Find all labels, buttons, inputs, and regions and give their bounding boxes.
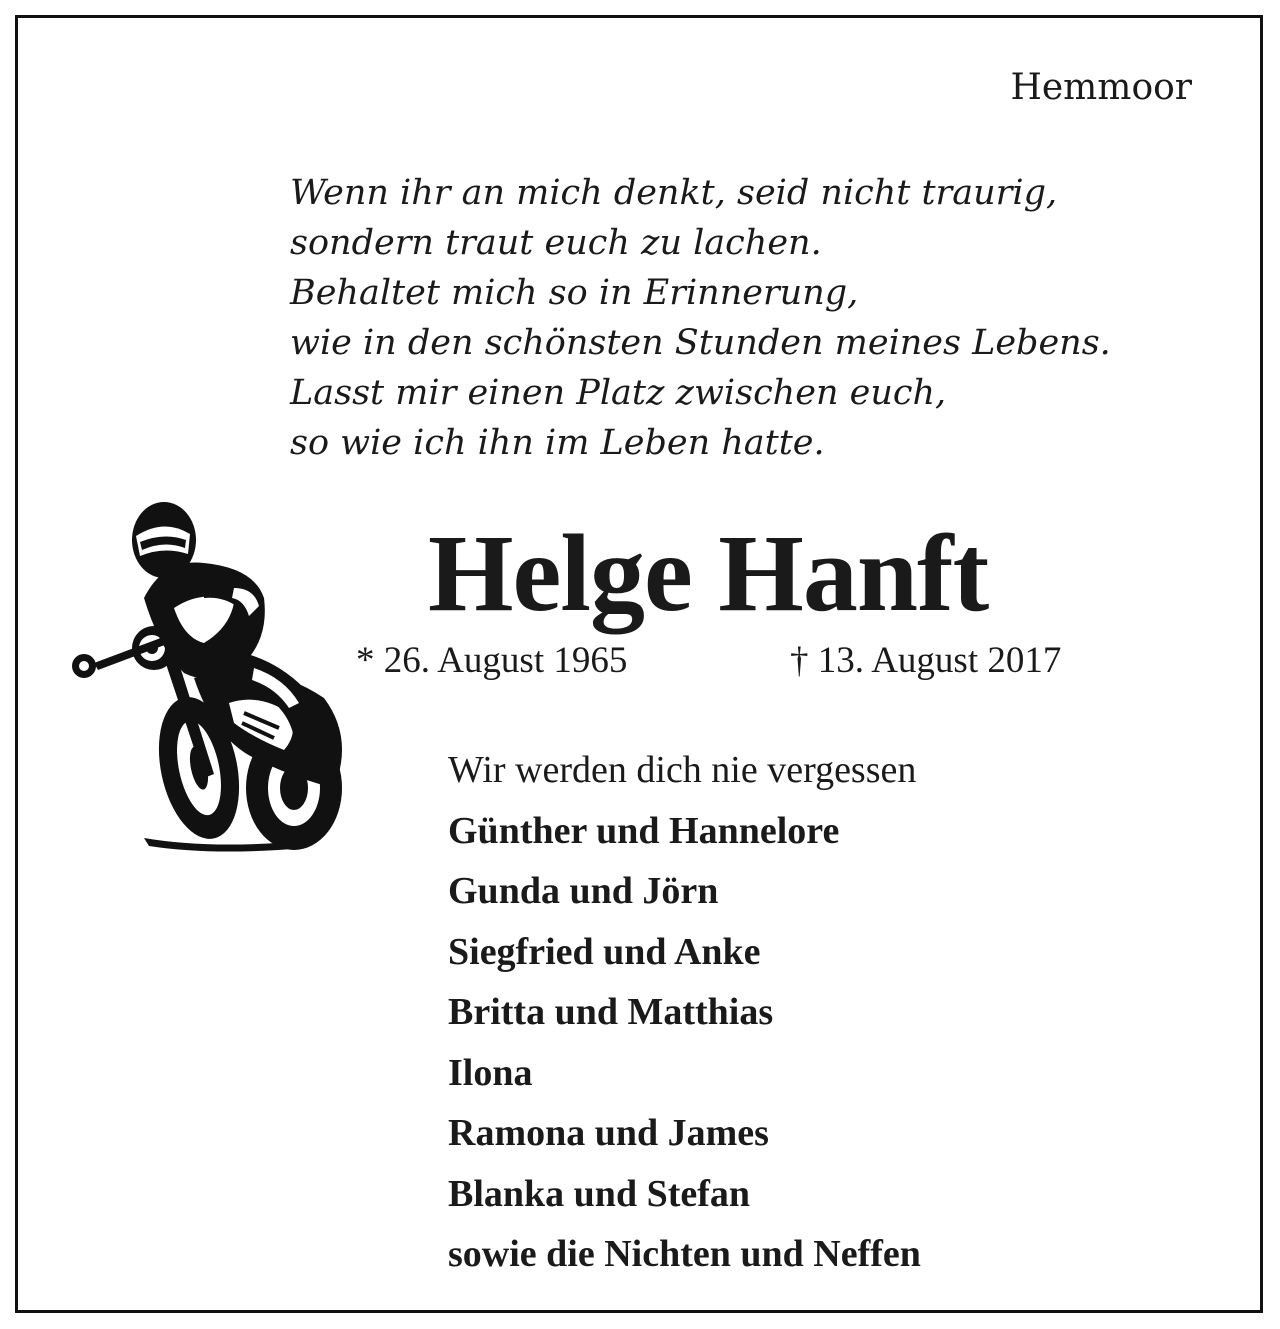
deceased-name: Helge Hanft xyxy=(428,512,989,634)
mourner-name: Britta und Matthias xyxy=(448,991,774,1033)
poem-line: Lasst mir einen Platz zwischen euch, xyxy=(290,373,947,413)
place-name: Hemmoor xyxy=(1010,67,1192,108)
mourner-name: Blanka und Stefan xyxy=(448,1172,751,1215)
poem-line: Wenn ihr an mich denkt, seid nicht traurig, xyxy=(290,173,1058,213)
poem-line: Behaltet mich so in Erinnerung, xyxy=(290,273,859,313)
mourners-intro: Wir werden dich nie vergessen xyxy=(448,749,917,791)
mourner-name: Siegfried und Anke xyxy=(448,930,761,973)
mourner-name: Günther und Hannelore xyxy=(448,809,840,852)
birth-date: * 26. August 1965 xyxy=(356,640,628,681)
mourner-name: Ilona xyxy=(448,1051,533,1094)
mourner-name: sowie die Nichten und Neffen xyxy=(448,1233,921,1275)
mourner-name: Gunda und Jörn xyxy=(448,870,719,912)
mourners-list xyxy=(448,740,921,1285)
death-date: † 13. August 2017 xyxy=(790,640,1062,681)
obituary-notice xyxy=(15,15,1263,1313)
poem-line: sondern traut euch zu lachen. xyxy=(290,223,822,263)
mourner-name: Ramona und James xyxy=(448,1112,769,1154)
memorial-poem xyxy=(290,168,1230,468)
poem-line: wie in den schönsten Stunden meines Lebens. xyxy=(290,323,1111,363)
poem-line: so wie ich ihn im Leben hatte. xyxy=(290,423,825,463)
